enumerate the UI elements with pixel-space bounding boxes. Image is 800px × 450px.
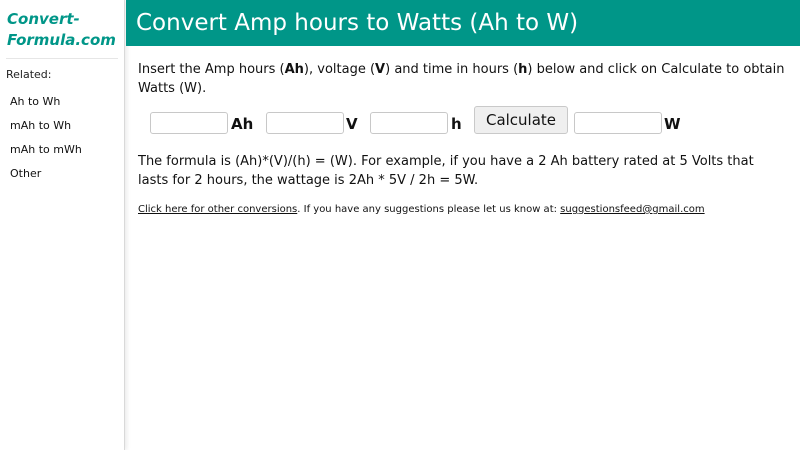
amp-hours-unit: Ah [231, 115, 254, 133]
intro-part-2: ), voltage ( [303, 62, 376, 77]
related-label: Related: [6, 68, 52, 81]
watts-output[interactable] [574, 112, 662, 134]
voltage-input[interactable] [266, 112, 344, 134]
other-conversions-link[interactable]: Click here for other conversions [138, 204, 298, 215]
calculator [138, 112, 788, 152]
suggestion-text: . If you have any suggestions please let us know at: [297, 204, 561, 215]
sidebar-link-other[interactable]: Other [10, 167, 42, 180]
sidebar-link-mah-to-mwh[interactable]: mAh to mWh [10, 143, 82, 156]
intro-part-1: Insert the Amp hours ( [138, 62, 285, 77]
sidebar-link-mah-to-wh[interactable]: mAh to Wh [10, 119, 72, 132]
logo-line-1: Convert- [7, 10, 80, 28]
related-links [0, 90, 124, 186]
intro-ah: Ah [284, 62, 304, 77]
watts-unit: W [664, 115, 681, 133]
sidebar-link-ah-to-wh[interactable]: Ah to Wh [10, 95, 61, 108]
hours-input[interactable] [370, 112, 448, 134]
amp-hours-input[interactable] [150, 112, 228, 134]
intro-h: h [518, 62, 528, 77]
email-link[interactable]: suggestionsfeed@gmail.com [560, 204, 705, 215]
footer-line [138, 204, 788, 215]
page-title: Convert Amp hours to Watts (Ah to W) [126, 0, 800, 46]
voltage-unit: V [346, 115, 358, 133]
hours-unit: h [451, 115, 462, 133]
intro-part-4: ) below and click on Calculate to obtain Watts (W). [138, 62, 785, 96]
formula-text: The formula is (Ah)*(V)/(h) = (W). For example, if you have a 2 Ah battery rated at 5 Volts that lasts for 2 hours, the wattage is 2Ah * 5V / 2h = 5W. [138, 154, 754, 188]
main-content [138, 60, 788, 215]
logo-line-2: Formula.com [7, 31, 116, 49]
intro-v: V [375, 62, 386, 77]
calculate-button[interactable]: Calculate [474, 106, 568, 134]
sidebar [0, 0, 125, 450]
intro-text [138, 60, 788, 98]
intro-part-3: ) and time in hours ( [385, 62, 519, 77]
site-logo[interactable] [0, 0, 124, 50]
